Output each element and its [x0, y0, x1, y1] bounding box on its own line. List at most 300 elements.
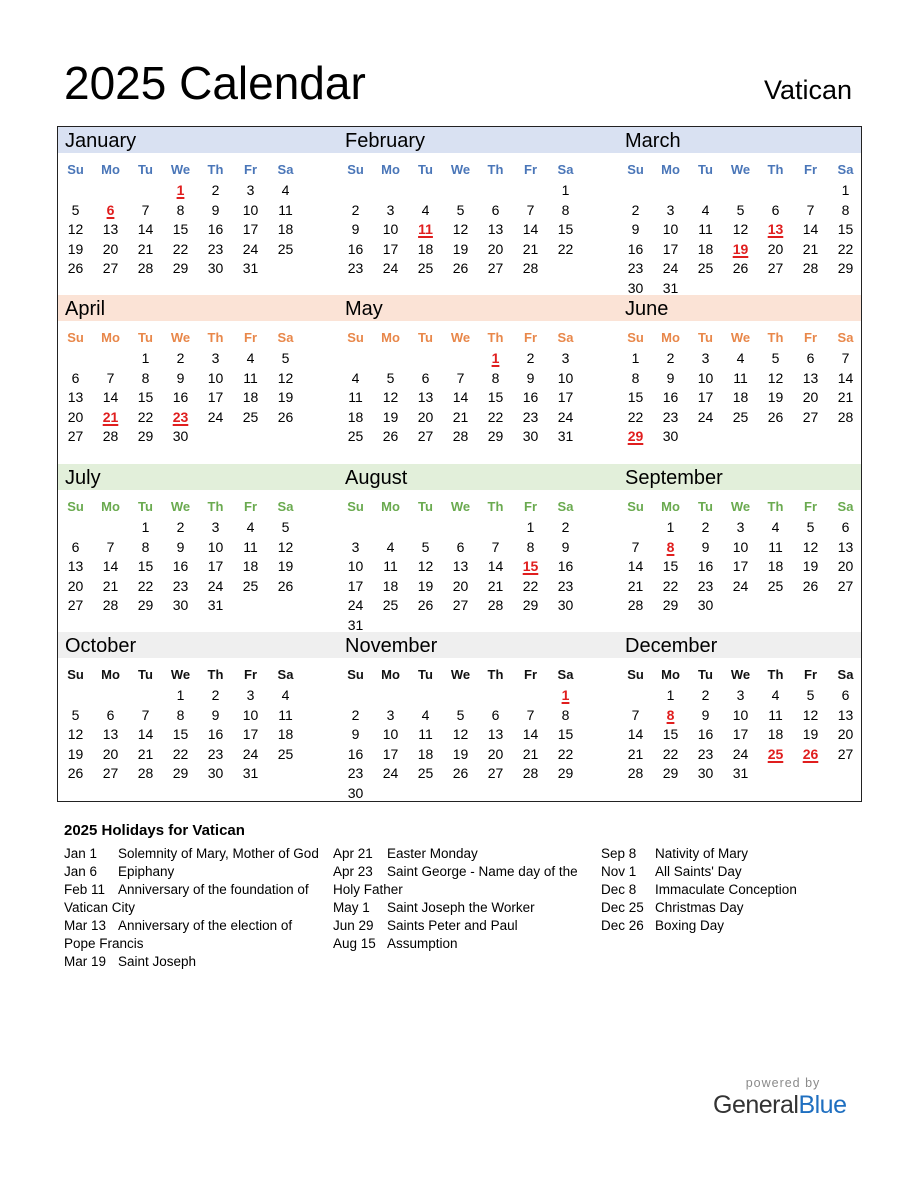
day-cell: 19	[452, 240, 469, 257]
day-cell: 3	[701, 350, 710, 366]
weekday-header: Sa	[277, 162, 294, 177]
day-cell: 5	[456, 201, 465, 218]
day-cell: 23	[207, 240, 224, 257]
month-name: October	[65, 635, 137, 657]
day-cell: 13	[837, 706, 854, 723]
day-cell: 29	[837, 260, 854, 276]
day-cell: 15	[172, 726, 189, 742]
day-cell: 27	[67, 428, 84, 444]
holiday-day-cell: 15	[522, 558, 539, 574]
weekday-header: Tu	[698, 499, 713, 514]
holiday-item	[333, 899, 589, 917]
weekday-header: Tu	[138, 499, 153, 514]
day-cell: 5	[71, 201, 80, 218]
day-cell: 7	[526, 201, 535, 218]
day-cell: 6	[491, 706, 500, 723]
day-cell: 17	[557, 389, 574, 405]
day-cell: 4	[281, 687, 290, 703]
holiday-name: Anniversary of the foundation of Vatican City	[64, 882, 309, 915]
day-cell: 17	[662, 240, 679, 257]
day-cell: 3	[246, 182, 255, 198]
day-cell: 29	[137, 428, 154, 444]
holiday-item	[333, 935, 589, 953]
day-cell: 21	[137, 745, 154, 762]
day-cell: 2	[701, 687, 710, 703]
day-cell: 12	[277, 369, 294, 386]
day-cell: 10	[557, 369, 574, 386]
day-cell: 13	[67, 558, 84, 574]
day-cell: 9	[561, 538, 570, 555]
weekday-header: Mo	[661, 162, 680, 177]
day-cell: 26	[277, 408, 294, 425]
day-cell: 12	[452, 726, 469, 742]
day-cell: 31	[732, 765, 749, 781]
day-cell: 20	[802, 389, 819, 405]
weekday-header: Sa	[277, 499, 294, 514]
day-cell: 22	[137, 408, 154, 425]
weekday-header: Th	[767, 499, 784, 514]
day-cell: 9	[176, 369, 185, 386]
day-cell: 17	[347, 577, 364, 594]
day-cell: 19	[802, 558, 819, 574]
day-cell: 11	[383, 558, 398, 574]
country-name: Vatican	[763, 75, 852, 105]
day-cell: 25	[347, 428, 364, 444]
day-cell: 14	[137, 221, 154, 237]
day-cell: 26	[767, 408, 784, 425]
day-cell: 28	[522, 765, 539, 781]
holiday-item	[601, 881, 841, 899]
day-cell: 26	[382, 428, 399, 444]
day-cell: 8	[176, 706, 185, 723]
weekday-header: Fr	[804, 330, 817, 345]
holiday-item	[64, 845, 320, 863]
holiday-date: May 1	[333, 900, 370, 915]
day-cell: 10	[662, 221, 679, 237]
day-cell: 25	[277, 240, 294, 257]
holiday-day-cell: 8	[666, 538, 675, 555]
day-cell: 28	[102, 597, 119, 613]
day-cell: 29	[662, 765, 679, 781]
month-name: April	[65, 298, 106, 320]
weekday-header: Th	[487, 162, 504, 177]
weekday-header: Th	[487, 499, 504, 514]
day-cell: 30	[697, 597, 714, 613]
day-cell: 14	[487, 558, 504, 574]
day-cell: 3	[211, 519, 220, 535]
day-cell: 17	[382, 240, 399, 257]
day-cell: 17	[732, 558, 749, 574]
day-cell: 22	[522, 577, 539, 594]
weekday-header: Sa	[557, 499, 574, 514]
day-cell: 22	[172, 240, 189, 257]
holiday-name: Nativity of Mary	[655, 846, 749, 861]
weekday-header: Su	[347, 667, 364, 682]
weekday-header: Su	[347, 162, 364, 177]
holiday-item	[601, 863, 841, 881]
weekday-header: Fr	[804, 667, 817, 682]
day-cell: 25	[732, 408, 749, 425]
day-cell: 21	[487, 577, 504, 594]
holiday-day-cell: 1	[561, 687, 570, 703]
day-cell: 26	[452, 260, 469, 276]
month-name: February	[345, 130, 426, 152]
day-cell: 28	[627, 597, 644, 613]
day-cell: 24	[732, 577, 749, 594]
day-cell: 27	[417, 428, 434, 444]
day-cell: 4	[421, 201, 430, 218]
holiday-day-cell: 19	[732, 240, 749, 257]
day-cell: 14	[452, 389, 469, 405]
day-cell: 4	[281, 182, 290, 198]
holiday-column	[333, 845, 589, 953]
weekday-header: Sa	[837, 499, 854, 514]
holiday-item	[64, 881, 320, 917]
day-cell: 15	[557, 221, 574, 237]
day-cell: 18	[242, 389, 259, 405]
weekday-header: Mo	[381, 162, 400, 177]
day-cell: 19	[67, 745, 84, 762]
day-cell: 28	[522, 260, 539, 276]
day-cell: 2	[211, 687, 220, 703]
day-cell: 3	[736, 519, 745, 535]
day-cell: 2	[631, 201, 640, 218]
quarter-band	[58, 632, 861, 658]
month-name: November	[345, 635, 438, 657]
day-cell: 1	[666, 519, 675, 535]
day-cell: 28	[452, 428, 469, 444]
weekday-header: Fr	[804, 499, 817, 514]
weekday-header: Fr	[244, 667, 257, 682]
weekday-header: Tu	[698, 162, 713, 177]
day-cell: 5	[806, 687, 815, 703]
day-cell: 12	[767, 369, 784, 386]
day-cell: 4	[701, 201, 710, 218]
day-cell: 10	[242, 706, 259, 723]
day-cell: 25	[417, 260, 434, 276]
holiday-date: Jun 29	[333, 918, 374, 933]
day-cell: 30	[347, 784, 364, 801]
day-cell: 18	[697, 240, 714, 257]
brand-logo[interactable]	[713, 1076, 853, 1120]
holiday-column	[601, 845, 841, 935]
weekday-header: Mo	[381, 499, 400, 514]
day-cell: 17	[207, 558, 224, 574]
day-cell: 29	[487, 428, 504, 444]
day-cell: 3	[561, 350, 570, 366]
weekday-header: Su	[67, 330, 84, 345]
day-cell: 9	[211, 706, 220, 723]
month-name: January	[65, 130, 137, 152]
weekday-header: Su	[347, 499, 364, 514]
day-cell: 2	[176, 350, 185, 366]
day-cell: 12	[802, 538, 819, 555]
day-cell: 16	[557, 558, 574, 574]
weekday-header: We	[450, 330, 471, 345]
holiday-name: Immaculate Conception	[655, 882, 797, 897]
day-cell: 11	[768, 706, 783, 723]
day-cell: 20	[487, 240, 504, 257]
weekday-header: Tu	[418, 330, 433, 345]
day-cell: 2	[351, 706, 360, 723]
day-cell: 12	[67, 221, 84, 237]
holiday-date: Sep 8	[601, 846, 637, 861]
day-cell: 28	[102, 428, 119, 444]
day-cell: 3	[211, 350, 220, 366]
day-cell: 9	[526, 369, 535, 386]
day-cell: 13	[417, 389, 434, 405]
day-cell: 21	[522, 745, 539, 762]
day-cell: 20	[767, 240, 784, 257]
month-name: March	[625, 130, 681, 152]
day-cell: 23	[627, 260, 644, 276]
day-cell: 21	[837, 389, 854, 405]
weekday-header: Sa	[557, 667, 574, 682]
day-cell: 20	[452, 577, 469, 594]
day-cell: 7	[106, 369, 115, 386]
day-cell: 11	[278, 201, 293, 218]
day-cell: 28	[802, 260, 819, 276]
holiday-name: All Saints' Day	[655, 864, 742, 879]
day-cell: 1	[176, 687, 185, 703]
day-cell: 10	[207, 369, 224, 386]
day-cell: 8	[561, 706, 570, 723]
day-cell: 22	[557, 240, 574, 257]
holiday-date: Mar 19	[64, 954, 107, 969]
day-cell: 17	[242, 726, 259, 742]
weekday-header: Su	[347, 330, 364, 345]
day-cell: 28	[487, 597, 504, 613]
day-cell: 19	[767, 389, 784, 405]
holiday-item	[333, 845, 589, 863]
month-name: August	[345, 467, 408, 489]
day-cell: 24	[207, 577, 224, 594]
day-cell: 4	[246, 350, 255, 366]
day-cell: 30	[172, 597, 189, 613]
weekday-header: We	[450, 667, 471, 682]
day-cell: 22	[627, 408, 644, 425]
weekday-header: Mo	[381, 330, 400, 345]
day-cell: 23	[697, 577, 714, 594]
day-cell: 13	[802, 369, 819, 386]
day-cell: 11	[243, 369, 258, 386]
holiday-date: Apr 23	[333, 864, 373, 879]
day-cell: 27	[487, 260, 504, 276]
day-cell: 1	[841, 182, 850, 198]
weekday-header: Fr	[244, 162, 257, 177]
weekday-header: Tu	[418, 162, 433, 177]
day-cell: 28	[137, 765, 154, 781]
day-cell: 20	[487, 745, 504, 762]
day-cell: 18	[277, 726, 294, 742]
day-cell: 6	[806, 350, 815, 366]
day-cell: 5	[281, 519, 290, 535]
weekday-header: Mo	[381, 667, 400, 682]
weekday-header: Sa	[837, 330, 854, 345]
day-cell: 8	[491, 369, 500, 386]
day-cell: 16	[172, 558, 189, 574]
holiday-name: Saint Joseph the Worker	[387, 900, 535, 915]
day-cell: 14	[137, 726, 154, 742]
day-cell: 7	[631, 538, 640, 555]
day-cell: 13	[487, 726, 504, 742]
day-cell: 30	[662, 428, 679, 444]
day-cell: 3	[386, 706, 395, 723]
day-cell: 15	[172, 221, 189, 237]
weekday-header: Th	[207, 667, 224, 682]
day-cell: 16	[697, 726, 714, 742]
holiday-name: Saint George - Name day of the Holy Father	[333, 864, 578, 897]
day-cell: 18	[382, 577, 399, 594]
day-cell: 6	[106, 706, 115, 723]
day-cell: 30	[207, 260, 224, 276]
day-cell: 10	[732, 538, 749, 555]
day-cell: 5	[71, 706, 80, 723]
weekday-header: We	[170, 667, 191, 682]
day-cell: 31	[207, 597, 224, 613]
day-cell: 21	[627, 577, 644, 594]
weekday-header: Th	[207, 162, 224, 177]
weekday-header: We	[170, 162, 191, 177]
day-cell: 9	[631, 221, 640, 237]
day-cell: 12	[277, 538, 294, 555]
month-name: July	[65, 467, 101, 489]
brand-name	[713, 1090, 853, 1120]
day-cell: 4	[421, 706, 430, 723]
weekday-header: Su	[67, 499, 84, 514]
day-cell: 19	[802, 726, 819, 742]
weekday-header: Fr	[244, 499, 257, 514]
weekday-header: Sa	[557, 162, 574, 177]
weekday-header: We	[730, 667, 751, 682]
day-cell: 14	[522, 221, 539, 237]
day-cell: 24	[382, 765, 399, 781]
weekday-header: Th	[207, 499, 224, 514]
day-cell: 23	[662, 408, 679, 425]
day-cell: 19	[417, 577, 434, 594]
day-cell: 13	[487, 221, 504, 237]
day-cell: 20	[837, 558, 854, 574]
day-cell: 24	[732, 745, 749, 762]
holiday-date: Dec 8	[601, 882, 637, 897]
day-cell: 8	[176, 201, 185, 218]
day-cell: 26	[277, 577, 294, 594]
day-cell: 3	[351, 538, 360, 555]
day-cell: 4	[771, 519, 780, 535]
quarter-band	[58, 127, 861, 153]
day-cell: 6	[71, 538, 80, 555]
day-cell: 7	[491, 538, 500, 555]
weekday-header: We	[730, 162, 751, 177]
day-cell: 12	[802, 706, 819, 723]
day-cell: 21	[452, 408, 469, 425]
weekday-header: Sa	[277, 330, 294, 345]
day-cell: 29	[137, 597, 154, 613]
day-cell: 1	[141, 350, 150, 366]
weekday-header: Th	[767, 330, 784, 345]
day-cell: 18	[277, 221, 294, 237]
day-cell: 11	[278, 706, 293, 723]
holiday-day-cell: 23	[172, 408, 189, 425]
day-cell: 24	[697, 408, 714, 425]
day-cell: 8	[141, 369, 150, 386]
weekday-header: Tu	[698, 667, 713, 682]
day-cell: 14	[627, 726, 644, 742]
day-cell: 27	[487, 765, 504, 781]
holiday-date: Apr 21	[333, 846, 373, 861]
day-cell: 5	[281, 350, 290, 366]
day-cell: 16	[347, 745, 364, 762]
day-cell: 8	[841, 201, 850, 218]
day-cell: 23	[172, 577, 189, 594]
holiday-day-cell: 26	[802, 745, 819, 762]
weekday-header: Tu	[698, 330, 713, 345]
weekday-header: We	[730, 330, 751, 345]
holiday-item	[333, 863, 589, 899]
holiday-name: Easter Monday	[387, 846, 478, 861]
day-cell: 15	[627, 389, 644, 405]
day-cell: 20	[837, 726, 854, 742]
calendar-grid	[57, 126, 862, 802]
day-cell: 28	[627, 765, 644, 781]
weekday-header: Fr	[524, 499, 537, 514]
day-cell: 26	[67, 765, 84, 781]
holiday-date: Mar 13	[64, 918, 107, 933]
day-cell: 2	[561, 519, 570, 535]
holiday-name: Saint Joseph	[118, 954, 197, 969]
day-cell: 18	[242, 558, 259, 574]
day-cell: 21	[522, 240, 539, 257]
day-cell: 22	[837, 240, 854, 257]
day-cell: 9	[701, 706, 710, 723]
day-cell: 31	[242, 765, 259, 781]
day-cell: 16	[347, 240, 364, 257]
day-cell: 4	[386, 538, 395, 555]
holiday-date: Aug 15	[333, 936, 376, 951]
day-cell: 6	[421, 369, 430, 386]
day-cell: 27	[102, 260, 119, 276]
day-cell: 23	[347, 260, 364, 276]
weekday-header: Sa	[837, 667, 854, 682]
day-cell: 16	[207, 221, 224, 237]
day-cell: 23	[522, 408, 539, 425]
weekday-header: Mo	[661, 330, 680, 345]
day-cell: 17	[382, 745, 399, 762]
day-cell: 22	[137, 577, 154, 594]
day-cell: 1	[526, 519, 535, 535]
holiday-item	[64, 863, 320, 881]
day-cell: 4	[246, 519, 255, 535]
holiday-item	[601, 845, 841, 863]
day-cell: 22	[662, 577, 679, 594]
month-name: May	[345, 298, 383, 320]
day-cell: 9	[701, 538, 710, 555]
weekday-header: Su	[627, 667, 644, 682]
holiday-date: Feb 11	[64, 882, 106, 897]
day-cell: 20	[417, 408, 434, 425]
day-cell: 18	[732, 389, 749, 405]
day-cell: 4	[771, 687, 780, 703]
holiday-name: Anniversary of the election of Pope Francis	[64, 918, 293, 951]
day-cell: 10	[382, 726, 399, 742]
day-cell: 3	[736, 687, 745, 703]
weekday-header: Mo	[101, 667, 120, 682]
day-cell: 31	[662, 279, 679, 296]
weekday-header: Fr	[524, 330, 537, 345]
day-cell: 7	[456, 369, 465, 386]
day-cell: 15	[487, 389, 504, 405]
day-cell: 17	[697, 389, 714, 405]
